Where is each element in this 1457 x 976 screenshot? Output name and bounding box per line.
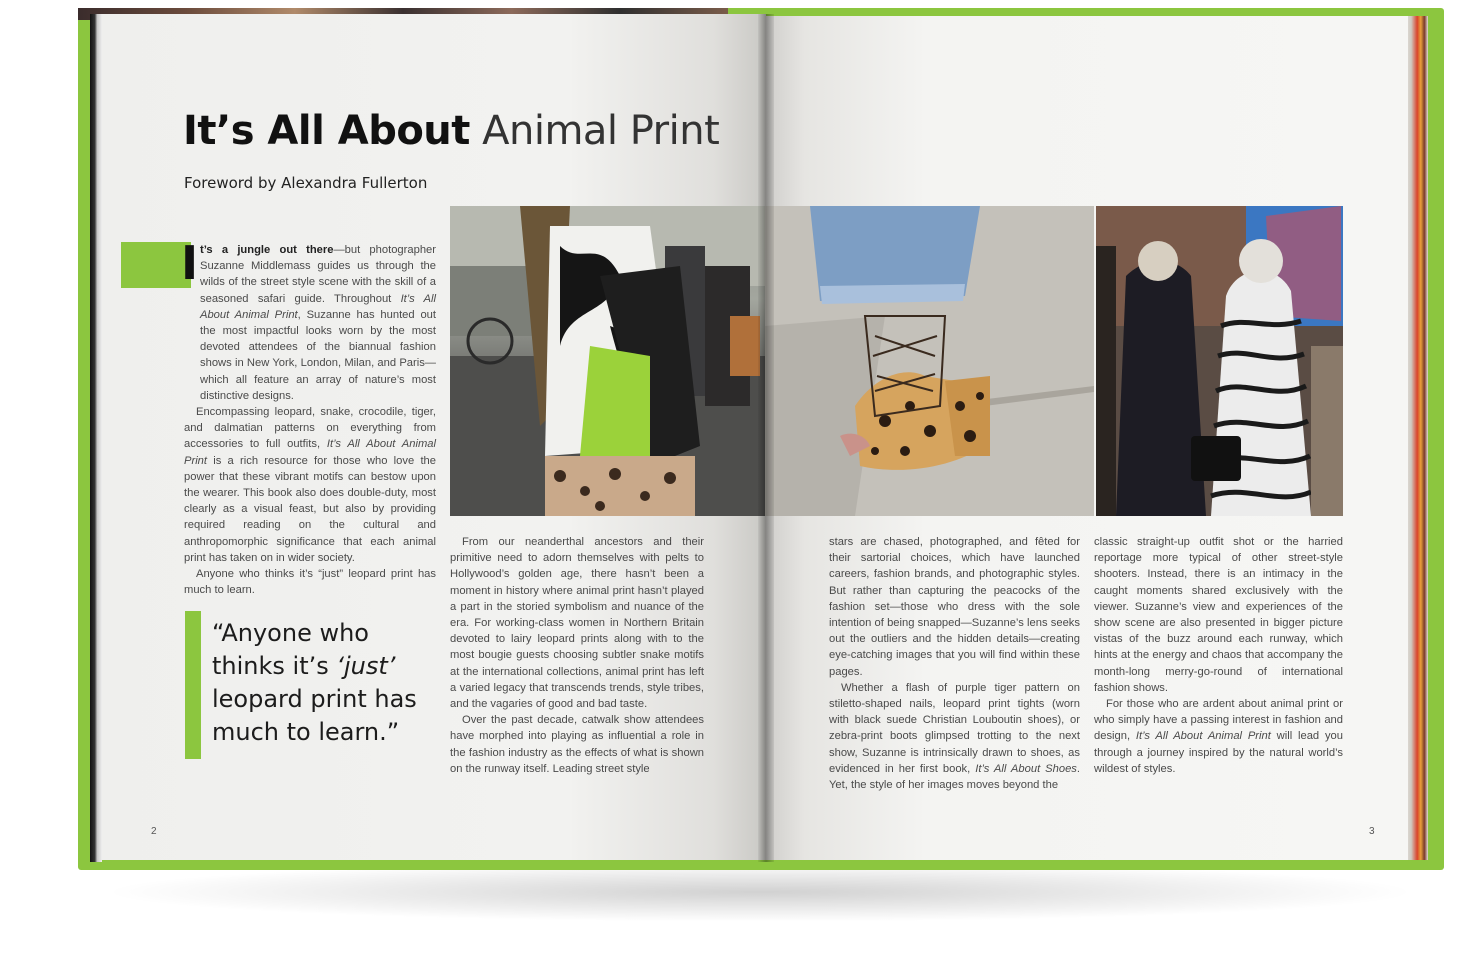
title-part-2: Animal Print [469,108,720,154]
intro-p1-text: —but photographer Suzanne Middlemass guides us through the wilds of the street style scene with the skill of a seasoned safari guide. Throughout [200,244,436,305]
page-number-left: 2 [151,826,157,837]
body-column-2 [450,534,704,777]
foreword-byline: Foreword by Alexandra Fullerton [184,174,428,192]
col2-paragraph-2: Over the past decade, catwalk show attendees have morphed into playing as influential a role in the fashion industry as the effects of what is shown on the runway itself. Leading street style [450,714,704,775]
page-number-right: 3 [1369,826,1375,837]
photo-cow-print-vest [450,206,765,516]
body-column-4 [1094,534,1343,777]
dropcap-letter: I [181,236,199,290]
intro-paragraph-3: Anyone who thinks it’s “just” leopard print has much to learn. [184,568,436,597]
pull-quote [212,617,442,749]
intro-p2-end: is a rich resource for those who love the power that these vibrant motifs can bestow upon the wearer. This book also does double-duty, most clearly as a visual feast, but also by providing required reading on the cultural and anthropomorphic significance that each animal print has taken on in wider society. [184,454,436,564]
col3-p2-text: Whether a flash of purple tiger pattern on stiletto-shaped nails, leopard print tights (worn with black suede Christian Louboutin shoes), or zebra-print boots glimpsed trotting to the next show, Suzanne is intrinsically drawn to shoes, as evidenced in her first book, [829,681,1080,775]
photo-leopard-heels-illustration [765,206,1094,516]
intro-p2-book-title: It’s All About Animal Print [184,438,436,467]
page-edge-left [90,14,102,862]
intro-lead-bold: t’s a jungle out there [200,244,334,256]
intro-paragraph-1 [184,242,436,404]
col3-p2-book-title: It’s All About Shoes [975,762,1077,775]
pull-quote-emphasis: ‘just’ [336,652,396,680]
photo-zebra-coat [1096,206,1343,516]
pull-quote-after: leopard print has much to learn.” [212,685,417,746]
photo-zebra-coat-illustration [1096,206,1343,516]
photo-cow-print-vest-illustration [450,206,765,516]
intro-p2-text: Encompassing leopard, snake, crocodile, tiger, and dalmatian patterns on everything from accessories to full outfits, [184,406,436,451]
col4-p2-book-title: It’s All About Animal Print [1135,730,1271,743]
intro-column [184,242,436,598]
article-title [183,108,719,154]
pull-quote-before: “Anyone who thinks it’s [212,619,369,680]
book-gutter [758,14,774,862]
col3-paragraph-1: stars are chased, photographed, and fêted for their sartorial choices, which have launched careers, fashion brands, and photographic styles. But rather than capturing the peacocks of the fashion set—those who dress with the sole intention of being snapped—Suzanne’s lens seeks out the outliers and the hidden details—creating eye-catching images that you will find within these pages. [829,536,1080,678]
col4-p2-text: For those who are ardent about animal print or who simply have a passing interest in fashion and design, [1094,698,1343,743]
col3-paragraph-2 [829,680,1080,793]
col4-paragraph-2 [1094,696,1343,777]
photo-leopard-heels [765,206,1094,516]
pull-quote-bar [185,611,201,759]
intro-paragraph-2 [184,404,436,566]
intro-p1-book-title: It’s All About Animal Print [200,292,436,321]
intro-p1-end: , Suzanne has hunted out the most impactful looks worn by the most devoted attendees of the biannual fashion shows in New York, London, Milan, and Paris—which all feature an array of nature’s most distinctive designs. [200,308,436,402]
col2-paragraph-1: From our neanderthal ancestors and their primitive need to adorn themselves with pelts to Hollywood’s golden age, there hasn’t been a moment in history where animal print hasn’t played a part in the storied symbolism and nuance of the era. For working-class women in Northern Britain devoted to lairy leopard prints along with to the most bougie guests choosing subtler snake motifs at the international collections, animal print has left a varied legacy that transcends trends, style tribes, and the vagaries of good and bad taste. [450,536,704,711]
book-shadow [100,862,1420,922]
col4-paragraph-1: classic straight-up outfit shot or the harried reportage more typical of other street-style shooters. Instead, there is an intimacy in the caught moments shared exclusively with the viewer. Suzanne’s view and experiences of the show scene are also presented in bigger picture vistas of the buzz around each runway, which hints at the energy and chaos that accompany the month-long merry-go-round of international fashion shows. [1094,536,1343,694]
body-column-3 [829,534,1080,793]
col4-p2-end: will lead you through a journey inspired by the natural world’s wildest of styles. [1094,730,1343,775]
col3-p2-end: . Yet, the style of her images moves beyond the [829,762,1080,792]
title-part-1: It’s All About [183,108,470,154]
